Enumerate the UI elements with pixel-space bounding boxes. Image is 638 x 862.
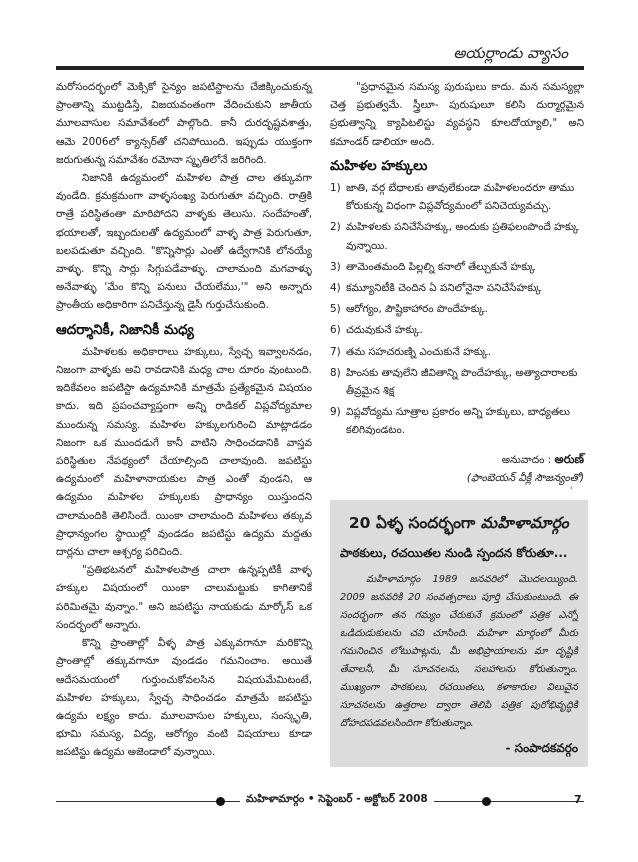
list-item: 5) ఆరోగ్యం, పౌష్టికాహారం పొందేహక్కు.: [330, 303, 488, 316]
header-rule: [56, 66, 584, 70]
section-heading: ఆదర్శానికీ, నిజానికీ మధ్య: [56, 321, 194, 338]
stray-mark: ': [570, 486, 573, 496]
footer-publication: మహిళామార్గం • సెప్టెంబర్ - అక్టోబర్ 2008: [240, 793, 434, 808]
list-item: 4) కమ్యూనిటీకి చెందిన ఏ పనిలోనైనా పనిచేసేహక్కు: [330, 282, 542, 295]
left-column: [56, 78, 312, 762]
bullet-icon: [482, 797, 491, 806]
footer: [56, 790, 584, 814]
page-number: 7: [574, 793, 582, 806]
paragraph: నిజానికి ఉద్యమంలో మహిళల పాత్ర చాల తక్కువగా వుండేది. క్రమక్రమంగా వాళ్ళసంఖ్య పెరుగుతూ వచ్చింది. రాత్రికి రాత్రే పరిస్థితంతా మారిపోదని వాళ్ళకు తెలుసు. సందేహంతో, భయాలతో, ఇబ్బందులతో ఉద్యమంలో వాళ్ళ పాత్ర పెరుగుతూ, బలపడుతూ వచ్చింది. "కొన్నిసార్లు ఎంతో ఉద్వేగానికి లోనయ్యే వాళ్ళు. కొన్ని సార్లు సిగ్గుపడేవాళ్ళు. చాలామంది మగవాళ్ళు అనేవాళ్ళు 'మేం కొన్ని పనులు చేయలేము,'" అని అన్నారు ప్రాంతీయ అధికారిగా పనిచేస్తున్న డైసీ గుర్తుచేసుకుంది.: [56, 172, 312, 312]
list-item: 2) మహిళలకు పనిచేసేహక్కు, అందుకు ప్రతిఫలంపొందే హక్కు వున్నాయి.: [330, 221, 579, 252]
right-column: [330, 78, 584, 487]
section-heading: మహిళల హక్కులు: [330, 157, 428, 174]
rights-list: [330, 179, 584, 440]
paragraph: కొన్ని ప్రాంతాల్లో వీళ్ళ పాత్ర ఎక్కువగానూ మరికొన్ని ప్రాంతాల్లో తక్కువగానూ వుండడం గమనించాం. అయితే ఆదేసమయంలో గుర్తుంచుకోవలసిన విషయమేమిటంటే, మహిళల హక్కులు, స్వేచ్ఛ సాధించడం మాత్రమే జపటిస్టు ఉద్యమ లక్ష్యం కాదు. మూలవాసుల హక్కులు, సంస్కృతి, భూమి సమస్య, విద్య, ఆరోగ్యం వంటి విషయాలు కూడా జపటిస్టు ఉద్యమ అజెండాలో వున్నాయి.: [56, 637, 312, 759]
credit-label: అనువాదం :: [501, 453, 555, 466]
credit-name: అరుణ్: [554, 451, 584, 466]
notice-title: 20 ఏళ్ళ సందర్భంగా మహిళామార్గం: [348, 514, 570, 532]
bullet-icon: [216, 797, 225, 806]
list-item: 9) విప్లవోద్యమ సూత్రాల ప్రకారం అన్ని హక్కులు, బాధ్యతలు కలిగివుండటం.: [330, 406, 570, 437]
anniversary-notice-box: [330, 500, 588, 767]
quote-paragraph: "ప్రధానమైన సమస్య పురుషులు కాదు. మన సమస్యల్లా చెత్త ప్రభుత్వమే. స్త్రీలూ- పురుషులూ కలిసి దుర్మార్గమైన ప్రభుత్వాన్ని క్యాపిటలిస్టు వ్యవస్థని కూలదోయ్యాలి," అని కమాండర్ డాలియా అంది.: [330, 81, 584, 148]
notice-body: మహిళామార్గం 1989 జనవరిలో మొదలయ్యింది. 2009 జనవరికి 20 సంవత్సరాలు పూర్తి చేసుకుంటుంది. ఈ సందర్భంగా తన గమ్యం చేరుకునే క్రమంలో పత్రిక ఎన్నో ఒడిదుడుకులను చవి చూసింది. మహిళా మార్గంలో మీరు గమనించిన లోటుపాట్లను, మీ అభిప్రాయాలను మా దృష్టికి తేవాలనీ, మీ సూచనలను, సలహాలను కోరుతున్నాం. ముఖ్యంగా పాఠకులు, రచయితలు, కళాకారుల విలువైన సూచనలను ఉత్తరాల ద్వారా తెలిపి పత్రిక పురోభివృద్ధికి దోహదపడవలసిందిగా కోరుతున్నాం.: [340, 574, 578, 729]
list-item: 8) హింసకు తావులేని జీవితాన్ని పొందేహక్కు, అత్యాచారాలకు తీవ్రమైన శిక్ష: [330, 366, 578, 398]
magazine-logo-text: మహిళామార్గం: [480, 514, 570, 532]
list-item: 1) జాతి, వర్గ బేధాలకు తావులేకుండా మహిళలందరూ తాము కోరుకున్న విధంగా విప్లవోద్యమంలో పనిచెయ్యవచ్చు.: [330, 182, 575, 213]
paragraph: "ప్రతిభటనలో మహిళలపాత్ర చాలా ఉన్నప్పటికీ వాళ్ళ హక్కుల విషయంలో యింకా చాలుమట్టుకు కాగితానికే పరిమితమై వున్నాం." అని జపటిస్టు నాయకుడు మార్కోస్ ఒక సందర్భంలో అన్నారు.: [56, 564, 312, 631]
notice-signature: - సంపాదకవర్గం: [505, 741, 578, 755]
page-section-title: అయర్లాండు వ్యాసం: [453, 44, 568, 62]
translation-credit: [330, 450, 584, 469]
list-item: 7) తమ సహచరుణ్ని ఎంచుకునే హక్కు.: [330, 345, 492, 358]
paragraph: మహిళలకు అధికారాలు హక్కులు, స్వేచ్ఛ ఇవ్వాలనడం, నిజంగా వాళ్ళకు అవి రావడానికి మధ్య చాల దూరం వుంటుంది. ఇదికేవలం జపటిస్టా ఉద్యమానికి మాత్రమే ప్రత్యేకమైన విషయం కాదు. ఇది ప్రపంచవ్యాప్తంగా అన్ని రాడికల్ విప్లవోద్యమాల ముందున్న సమస్య. మహిళల హక్కులగురించి మాట్లాడడం నిజంగా ఒక ముందడుగే కానీ వాటిని సాధించడానికి వాస్తవ పరిస్థితుల నేపథ్యంలో చేయాల్సింది చాలావుంది. జపటిస్టు ఉద్యమంలో మహిళానాయకుల పాత్ర ఎంతో వుండని, ఆ ఉద్యమం మహిళల హక్కులకు ప్రాధాన్యం యిస్తుందని చాలామందికి తెలిసిందే. యింకా చాలామంది మహిళలు తక్కువ ప్రాధాన్యంగల స్థాయిల్లో వుండడం జపటిస్టు ఉద్యమ మద్దతు దార్లను చాలా ఆశ్చర్య పరిచింది.: [56, 345, 312, 559]
list-item: 6) చదువుకునే హక్కు.: [330, 324, 423, 337]
list-item: 3) తామెంతమంది పిల్లల్ని కనాలో తేల్చుకునే హక్కు: [330, 260, 536, 273]
notice-subtitle: పాఠకులు, రచయితల నుండి స్పందన కోరుతూ...: [340, 546, 568, 560]
credit-source: (ఫాంబెయన్ వీక్లీ సౌజన్యంతో): [466, 471, 584, 484]
paragraph: మరోసందర్భంలో మెక్సికో సైన్యం జపటిస్టాలను చేజిక్కించుకున్న ప్రాంతాన్ని ముట్టడిస్తే, విజయవంతంగా వేదించుకుని జాతీయ మూలవాసుల సమావేశంలో పాల్గొంది. కానీ దురదృష్టవశాత్తు, ఆమె 2006లో క్యాన్సర్‌తో చనిపోయింది. ఇప్పుడు యుక్తంగా జరుగుతున్న సమావేశం రమోనా స్మృతిలోనే జరిగింది.: [56, 81, 312, 166]
